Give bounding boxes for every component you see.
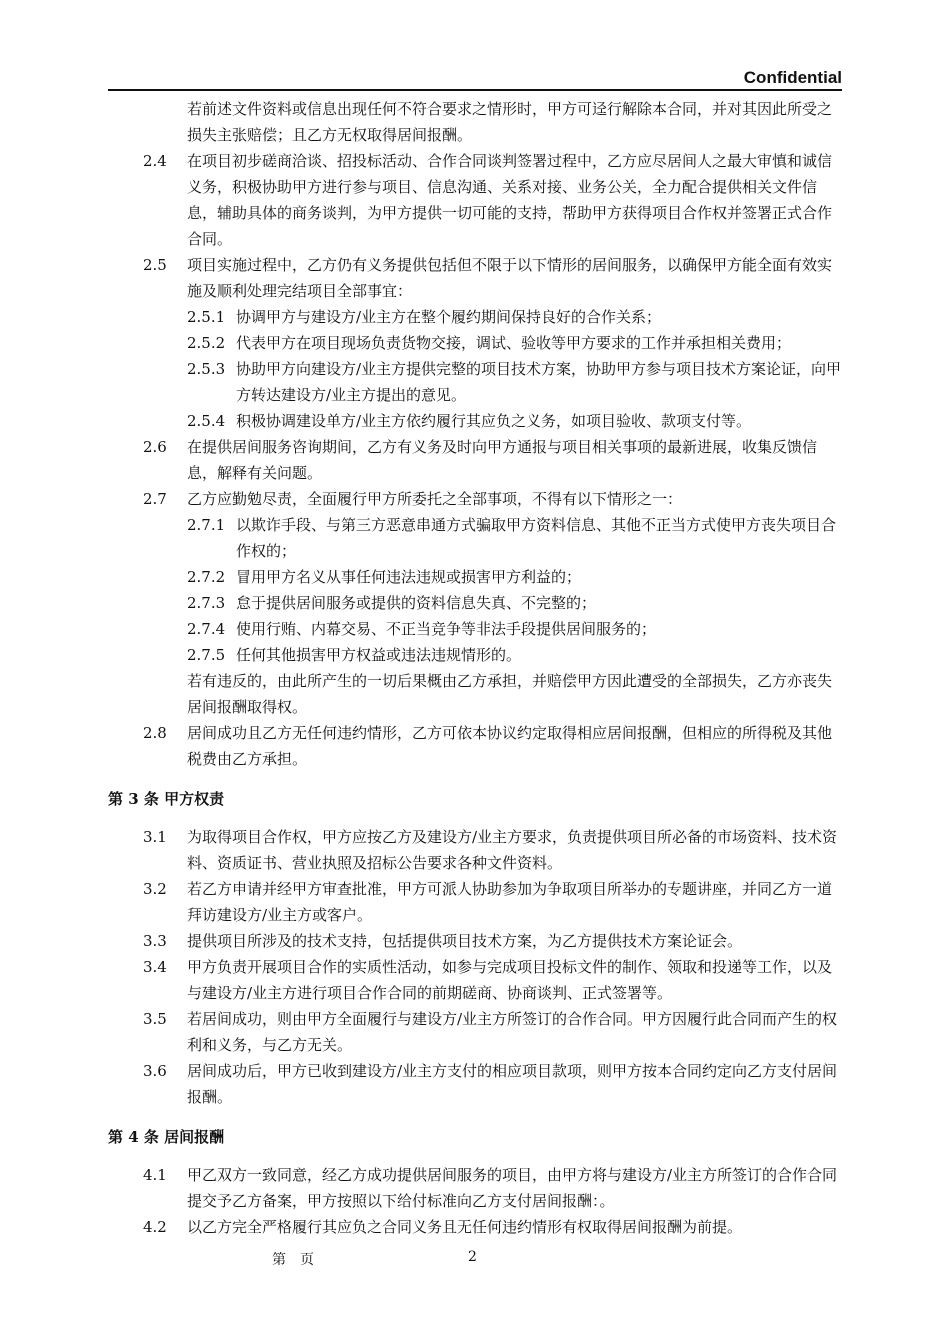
clause-2-5	[108, 252, 842, 304]
page-footer	[0, 1249, 950, 1269]
clause-number: 2.5.4	[187, 412, 226, 430]
clause-2-5-2	[108, 330, 842, 356]
clause-number: 2.5	[143, 256, 167, 274]
clause-number: 4.1	[143, 1166, 167, 1184]
clause-2-7-1	[108, 512, 842, 564]
clause-text: 若乙方申请并经甲方审查批准，甲方可派人协助参加为争取项目所举办的专题讲座，并同乙方一道拜访建设方/业主方或客户。	[187, 880, 833, 924]
clause-2-6	[108, 434, 842, 486]
clause-2-5-1	[108, 304, 842, 330]
clause-number: 2.5.1	[187, 308, 226, 326]
clause-text: 为取得项目合作权，甲方应按乙方及建设方/业主方要求，负责提供项目所必备的市场资料、技术资料、资质证书、营业执照及招标公告要求各种文件资料。	[187, 828, 838, 872]
clause-4-2	[108, 1214, 842, 1240]
section-3-title: 第 3 条 甲方权责	[108, 790, 225, 808]
clause-2-8	[108, 720, 842, 772]
section-4-title: 第 4 条 居间报酬	[108, 1128, 225, 1146]
clause-text: 居间成功后，甲方已收到建设方/业主方支付的相应项目款项，则甲方按本合同约定向乙方支付居间报酬。	[187, 1062, 838, 1106]
clause-2-7-5	[108, 642, 842, 668]
document-body	[108, 96, 842, 1240]
clause-text: 若居间成功，则由甲方全面履行与建设方/业主方所签订的合作合同。甲方因履行此合同而产生的权利和义务，与乙方无关。	[187, 1010, 838, 1054]
clause-2-7	[108, 486, 842, 512]
clause-text: 乙方应勤勉尽责，全面履行甲方所委托之全部事项，不得有以下情形之一：	[187, 490, 683, 508]
clause-number: 2.4	[143, 152, 167, 170]
header-rule	[108, 89, 842, 91]
clause-text: 甲乙双方一致同意，经乙方成功提供居间服务的项目，由甲方将与建设方/业主方所签订的合作合同提交予乙方备案，甲方按照以下给付标准向乙方支付居间报酬：。	[187, 1166, 838, 1210]
clause-text: 积极协调建设单方/业主方依约履行其应负之义务，如项目验收、款项支付等。	[236, 412, 752, 430]
clause-text: 项目实施过程中，乙方仍有义务提供包括但不限于以下情形的居间服务，以确保甲方能全面有效实施及顺利处理完结项目全部事宜：	[187, 256, 833, 300]
clause-text: 以乙方完全严格履行其应负之合同义务且无任何违约情形有权取得居间报酬为前提。	[187, 1218, 743, 1236]
clause-number: 3.2	[143, 880, 167, 898]
clause-2-4	[108, 148, 842, 252]
clause-text: 甲方负责开展项目合作的实质性活动，如参与完成项目投标文件的制作、领取和投递等工作，以及与建设方/业主方进行项目合作合同的前期磋商、协商谈判、正式签署等。	[187, 958, 833, 1002]
clause-number: 2.7.5	[187, 646, 226, 664]
clause-2-5-3	[108, 356, 842, 408]
page-header	[108, 68, 842, 88]
clause-number: 3.4	[143, 958, 167, 976]
clause-number: 3.6	[143, 1062, 167, 1080]
clause-3-2	[108, 876, 842, 928]
clause-number: 2.7	[143, 490, 167, 508]
clause-number: 2.7.2	[187, 568, 226, 586]
clause-text: 任何其他损害甲方权益或违法违规情形的。	[236, 646, 522, 664]
clause-text: 怠于提供居间服务或提供的资料信息失真、不完整的；	[236, 594, 597, 612]
clause-text: 协助甲方向建设方/业主方提供完整的项目技术方案，协助甲方参与项目技术方案论证，向甲方转达建设方/业主方提出的意见。	[236, 360, 842, 404]
clause-number: 2.5.3	[187, 360, 226, 378]
clause-text: 使用行贿、内幕交易、不正当竞争等非法手段提供居间服务的；	[236, 620, 657, 638]
clause-2-7-2	[108, 564, 842, 590]
clause-text: 在提供居间服务咨询期间，乙方有义务及时向甲方通报与项目相关事项的最新进展，收集反馈信息，解释有关问题。	[187, 438, 818, 482]
clause-3-6	[108, 1058, 842, 1110]
clause-number: 3.5	[143, 1010, 167, 1028]
clause-number: 2.8	[143, 724, 167, 742]
clause-text: 在项目初步磋商洽谈、招投标活动、合作合同谈判签署过程中，乙方应尽居间人之最大审慎和诚信义务，积极协助甲方进行参与项目、信息沟通、关系对接、业务公关，全力配合提供相关文件信息，辅助具体的商务谈判，为甲方提供一切可能的支持，帮助甲方获得项目合作权并签署正式合作合同。	[187, 152, 833, 248]
clause-number: 2.5.2	[187, 334, 226, 352]
clause-2-7-3	[108, 590, 842, 616]
clause-3-4	[108, 954, 842, 1006]
clause-text: 以欺诈手段、与第三方恶意串通方式骗取甲方资料信息、其他不正当方式使甲方丧失项目合作权的；	[236, 516, 837, 560]
page-number: 2	[468, 1249, 477, 1265]
confidential-label: Confidential	[743, 68, 842, 87]
clause-2-7-note: 若有违反的，由此所产生的一切后果概由乙方承担，并赔偿甲方因此遭受的全部损失，乙方亦丧失居间报酬取得权。	[187, 672, 833, 716]
clause-4-1	[108, 1162, 842, 1214]
clause-text: 冒用甲方名义从事任何违法违规或损害甲方利益的；	[236, 568, 582, 586]
clause-text: 提供项目所涉及的技术支持，包括提供项目技术方案，为乙方提供技术方案论证会。	[187, 932, 743, 950]
clause-2-5-4	[108, 408, 842, 434]
clause-3-3	[108, 928, 842, 954]
clause-3-5	[108, 1006, 842, 1058]
clause-text: 居间成功且乙方无任何违约情形，乙方可依本协议约定取得相应居间报酬，但相应的所得税及其他税费由乙方承担。	[187, 724, 833, 768]
page-label: 第 页	[272, 1252, 314, 1268]
clause-number: 2.7.1	[187, 516, 226, 534]
clause-text: 代表甲方在项目现场负责货物交接，调试、验收等甲方要求的工作并承担相关费用；	[236, 334, 792, 352]
clause-3-1	[108, 824, 842, 876]
clause-number: 4.2	[143, 1218, 167, 1236]
clause-text: 协调甲方与建设方/业主方在整个履约期间保持良好的合作关系；	[236, 308, 662, 326]
clause-number: 3.3	[143, 932, 167, 950]
clause-number: 3.1	[143, 828, 167, 846]
clause-2-7-4	[108, 616, 842, 642]
clause-number: 2.6	[143, 438, 167, 456]
intro-continuation: 若前述文件资料或信息出现任何不符合要求之情形时，甲方可迳行解除本合同，并对其因此所受之损失主张赔偿；且乙方无权取得居间报酬。	[187, 100, 833, 144]
clause-number: 2.7.3	[187, 594, 226, 612]
clause-number: 2.7.4	[187, 620, 226, 638]
